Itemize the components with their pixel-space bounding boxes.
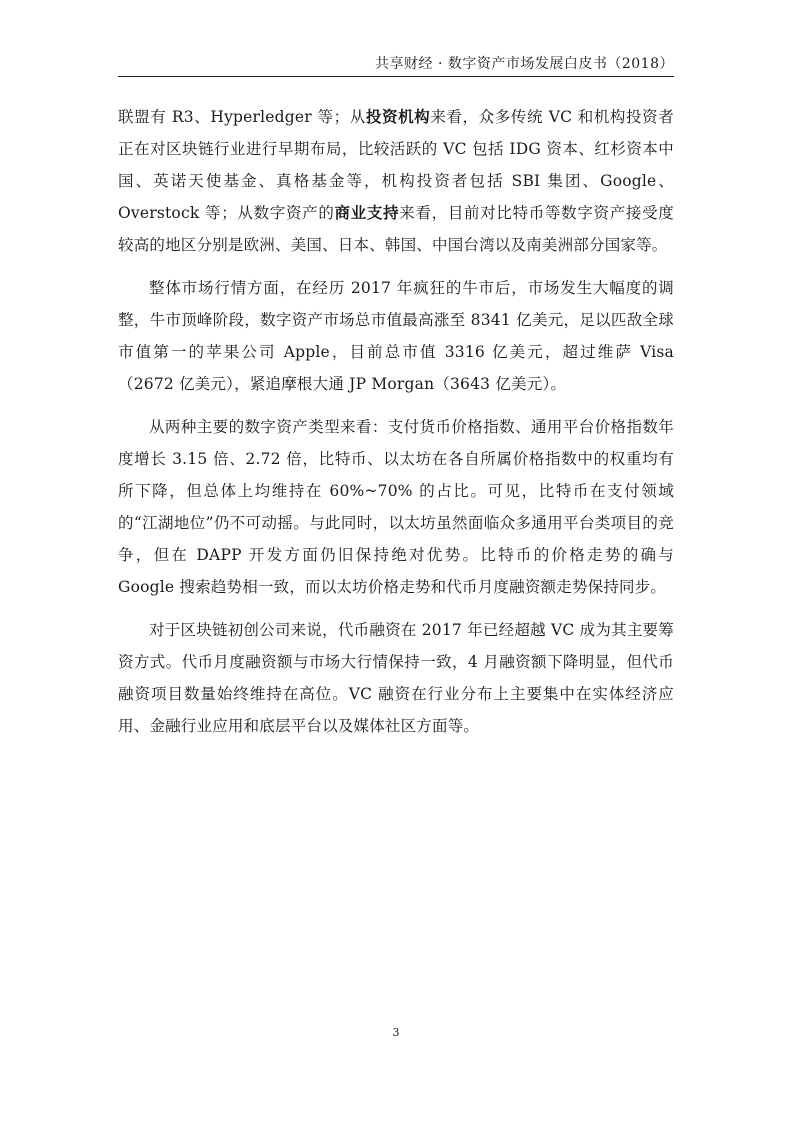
paragraph-text: 来看，众多传统 VC 和机构投资者正在对区块链行业进行早期布局，比较活跃的 VC 包括 IDG 资本、红杉资本中国、英诺天使基金、真格基金等，机构投资者包括 SBI 集团、Google、Overstock 等；从数字资产的 — [118, 108, 674, 222]
paragraph-market-overview: 整体市场行情方面，在经历 2017 年疯狂的牛市后，市场发生大幅度的调整，牛市顶峰阶段，数字资产市场总市值最高涨至 8341 亿美元，足以匹敌全球市值第一的苹果公司 Apple，目前总市值 3316 亿美元，超过维萨 Visa（2672 亿美元），紧追摩根大通 JP Morgan（3643 亿美元）。 — [118, 279, 674, 393]
page-number: 3 — [392, 1026, 400, 1039]
paragraph-text: 来看，目前对比特币等数字资产接受度较高的地区分别是欧洲、美国、日本、韩国、中国台湾以及南美洲部分国家等。 — [118, 204, 674, 254]
page-header: 共享财经 · 数字资产市场发展白皮书（2018） — [375, 56, 674, 72]
paragraph-asset-types: 从两种主要的数字资产类型来看：支付货币价格指数、通用平台价格指数年度增长 3.15 倍、2.72 倍，比特币、以太坊在各自所属价格指数中的权重均有所下降，但总体上均维持在 60%~70% 的占比。可见，比特币在支付领域的“江湖地位”仍不可动摇。与此同时，以太坊虽然面临众多通用平台类项目的竞争，但在 DAPP 开发方面仍旧保持绝对优势。比特币的价格走势的确与 Google 搜索趋势相一致，而以太坊价格走势和代币月度融资额走势保持同步。 — [118, 418, 674, 596]
document-body — [118, 101, 674, 742]
header-divider — [118, 76, 674, 77]
bold-term-investment-institutions: 投资机构 — [365, 107, 431, 126]
paragraph-token-financing: 对于区块链初创公司来说，代币融资在 2017 年已经超越 VC 成为其主要筹资方式。代币月度融资额与市场大行情保持一致，4 月融资额下降明显，但代币融资项目数量始终维持在高位。VC 融资在行业分布上主要集中在实体经济应用、金融行业应用和底层平台以及媒体社区方面等。 — [118, 621, 674, 735]
paragraph-text: 联盟有 R3、Hyperledger 等；从 — [118, 108, 366, 126]
paragraph-investors — [118, 101, 674, 261]
bold-term-commercial-support: 商业支持 — [334, 203, 400, 222]
